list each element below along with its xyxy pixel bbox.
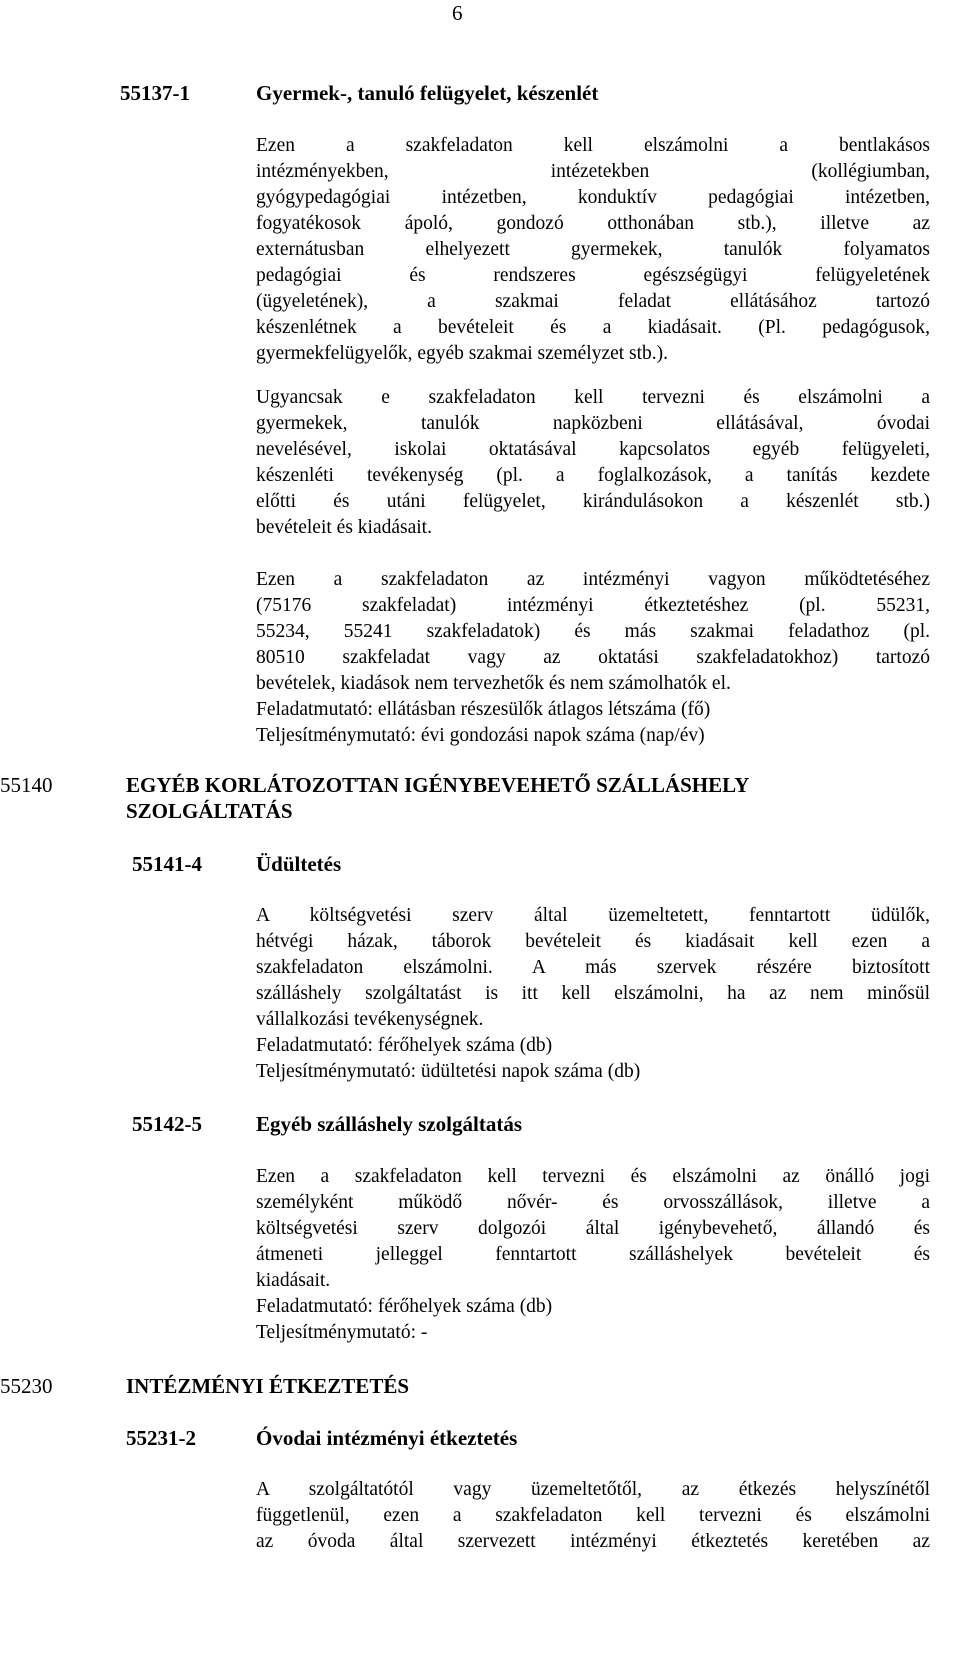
paragraph-55142 (256, 1164, 930, 1294)
paragraph-55137-2 (256, 385, 930, 541)
text-line: gyógypedagógiai intézetben, konduktív pedagógiai intézetben, (256, 187, 930, 208)
indicator-55137: Feladatmutató: ellátásban részesülők átlagos létszáma (fő) (256, 699, 711, 720)
indicator-55141: Feladatmutató: férőhelyek száma (db) (256, 1035, 553, 1056)
text-line: 55234, 55241 szakfeladatok) és más szakmai feladathoz (pl. (256, 621, 930, 642)
section-title-55140-line1: EGYÉB KORLÁTOZOTTAN IGÉNYBEVEHETŐ SZÁLLÁSHELY (126, 773, 750, 797)
text-line: gyermekek, tanulók napközbeni ellátásával, óvodai (256, 413, 930, 434)
performance-55141: Teljesítménymutató: üdültetési napok száma (db) (256, 1061, 641, 1082)
text-line: fogyatékosok ápoló, gondozó otthonában stb.), illetve az (256, 213, 930, 234)
text-line: átmeneti jelleggel fenntartott szálláshelyek bevételeit és (256, 1244, 930, 1265)
text-line: intézményekben, intézetekben (kollégiumban, (256, 161, 930, 182)
text-line: szakfeladaton elszámolni. A más szervek részére biztosított (256, 957, 930, 978)
section-title-55137: Gyermek-, tanuló felügyelet, készenlét (256, 81, 599, 105)
text-line: (ügyeletének), a szakmai feladat ellátásához tartozó (256, 291, 930, 312)
section-title-55230: INTÉZMÉNYI ÉTKEZTETÉS (126, 1374, 410, 1398)
text-line: készenlétnek a bevételeit és a kiadásait. (Pl. pedagógusok, (256, 317, 930, 338)
text-line-last: gyermekfelügyelők, egyéb szakmai személyzet stb.). (256, 343, 669, 364)
paragraph-55137-3 (256, 567, 930, 697)
text-line: Ezen a szakfeladaton kell elszámolni a bentlakásos (256, 135, 930, 156)
section-code-55231: 55231-2 (126, 1426, 196, 1450)
section-code-55142: 55142-5 (132, 1112, 202, 1136)
section-code-55137: 55137-1 (120, 81, 190, 105)
section-title-55140-line2: SZOLGÁLTATÁS (126, 799, 293, 823)
text-line: Ugyancsak e szakfeladaton kell tervezni és elszámolni a (256, 387, 930, 408)
text-line: szálláshely szolgáltatást is itt kell elszámolni, ha az nem minősül (256, 983, 930, 1004)
indicator-55142: Feladatmutató: férőhelyek száma (db) (256, 1296, 553, 1317)
section-code-55140: 55140 (0, 773, 53, 797)
text-line: A költségvetési szerv által üzemeltetett, fenntartott üdülők, (256, 905, 930, 926)
text-line: A szolgáltatótól vagy üzemeltetőtől, az étkezés helyszínétől (256, 1479, 930, 1500)
section-title-55141: Üdültetés (256, 852, 342, 876)
text-line: hétvégi házak, táborok bevételeit és kiadásait kell ezen a (256, 931, 930, 952)
text-line-last: kiadásait. (256, 1270, 331, 1291)
text-line: függetlenül, ezen a szakfeladaton kell tervezni és elszámolni (256, 1505, 930, 1526)
text-line: az óvoda által szervezett intézményi étkeztetés keretében az (256, 1531, 930, 1552)
text-line: Ezen a szakfeladaton kell tervezni és elszámolni az önálló jogi (256, 1166, 930, 1187)
text-line: pedagógiai és rendszeres egészségügyi felügyeletének (256, 265, 930, 286)
text-line: 80510 szakfeladat vagy az oktatási szakfeladatokhoz) tartozó (256, 647, 930, 668)
text-line-last: vállalkozási tevékenységnek. (256, 1009, 484, 1030)
text-line: externátusban elhelyezett gyermekek, tanulók folyamatos (256, 239, 930, 260)
page-number: 6 (452, 1, 463, 25)
performance-55137: Teljesítménymutató: évi gondozási napok száma (nap/év) (256, 725, 705, 746)
text-line-last: bevételek, kiadások nem tervezhetők és nem számolhatók el. (256, 673, 731, 694)
section-title-55142: Egyéb szálláshely szolgáltatás (256, 1112, 522, 1136)
text-line: Ezen a szakfeladaton az intézményi vagyon működtetéséhez (256, 569, 930, 590)
paragraph-55141 (256, 903, 930, 1033)
section-title-55231: Óvodai intézményi étkeztetés (256, 1426, 518, 1450)
text-line: személyként működő nővér- és orvosszállások, illetve a (256, 1192, 930, 1213)
paragraph-55231 (256, 1477, 930, 1555)
text-line: költségvetési szerv dolgozói által igénybevehető, állandó és (256, 1218, 930, 1239)
text-line-last: bevételeit és kiadásait. (256, 517, 432, 538)
text-line: nevelésével, iskolai oktatásával kapcsolatos egyéb felügyeleti, (256, 439, 930, 460)
section-code-55141: 55141-4 (132, 852, 202, 876)
text-line: (75176 szakfeladat) intézményi étkeztetéshez (pl. 55231, (256, 595, 930, 616)
text-line: előtti és utáni felügyelet, kirándulásokon a készenlét stb.) (256, 491, 930, 512)
section-code-55230: 55230 (0, 1374, 53, 1398)
performance-55142: Teljesítménymutató: - (256, 1322, 428, 1343)
paragraph-55137-1 (256, 133, 930, 367)
text-line: készenléti tevékenység (pl. a foglalkozások, a tanítás kezdete (256, 465, 930, 486)
